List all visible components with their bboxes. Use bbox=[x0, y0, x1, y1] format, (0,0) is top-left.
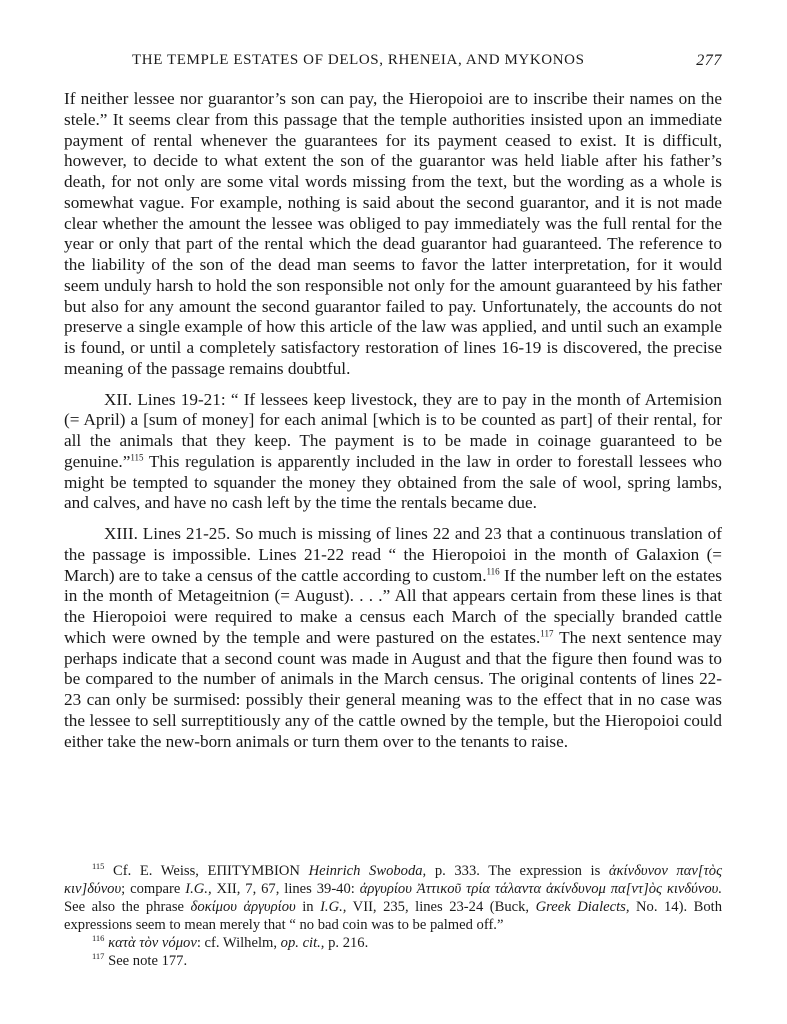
fn-italic: I.G., bbox=[320, 899, 347, 915]
fn-text: XII, 7, 67, lines 39-40: bbox=[211, 881, 360, 897]
fn-greek: δοκίμου ἀργυρίου bbox=[190, 899, 296, 915]
footnote-number: 115 bbox=[92, 861, 105, 872]
fn-italic: Greek Dialects, bbox=[535, 899, 630, 915]
fn-text: ; compare bbox=[121, 881, 186, 897]
paragraph-xiii bbox=[64, 524, 722, 752]
running-title: THE TEMPLE ESTATES OF DELOS, RHENEIA, AND MYKONOS bbox=[132, 52, 585, 68]
page-number: 277 bbox=[696, 52, 722, 69]
fn-text: in bbox=[295, 899, 321, 915]
footnote-number: 116 bbox=[92, 933, 105, 944]
fn-greek: κατὰ τὸν νόμον bbox=[108, 935, 197, 951]
footnote-115 bbox=[64, 862, 722, 934]
running-header bbox=[90, 52, 722, 74]
paragraph-xiii-text-end: The next sentence may perhaps indicate that a second count was made in August and that the figure then found was to be compared to the number of animals in the March census. The original contents of lines 22-23 can only be surmised: possibly their general meaning was to the effect that in no case was the lessee to sell surreptitiously any of the cattle owned by the temple, but the Hieropoioi could either take the new-born animals or turn them over to the tenants to raise. bbox=[64, 627, 723, 751]
fn-text bbox=[300, 863, 309, 879]
fn-greek: ἀκίνδυνον παν[τὸς κιν]δύνου bbox=[64, 863, 722, 897]
paragraph-xii bbox=[64, 390, 722, 515]
fn-text: p. 333. The expression is bbox=[426, 863, 609, 879]
footnote-ref-116: 116 bbox=[486, 565, 500, 576]
footnotes bbox=[64, 862, 722, 970]
fn-text: Cf. E. Weiss, bbox=[104, 863, 208, 879]
fn-text: No. 14). Both expressions seem to mean merely that “ no bad coin was to be palmed off.” bbox=[64, 899, 722, 933]
fn-title: ΕΠΙΤΥΜΒΙΟΝ bbox=[207, 863, 300, 879]
fn-italic: Heinrich Swoboda, bbox=[308, 863, 427, 879]
fn-text: See note 177. bbox=[104, 953, 188, 969]
fn-text: : cf. Wilhelm, bbox=[196, 935, 281, 951]
footnote-ref-115: 115 bbox=[130, 452, 144, 463]
paragraph-xiii-text: XIII. Lines 21-25. So much is missing of lines 22 and 23 that a continuous translation of the passage is impossible. Lines 21-22 read “ the Hieropoioi in the month of Galaxion (= March) are to take a census of the cattle according to custom. bbox=[64, 524, 722, 585]
paragraph-1 bbox=[64, 89, 722, 380]
fn-text: p. 216. bbox=[324, 935, 369, 951]
fn-text: See also the phrase bbox=[64, 899, 191, 915]
fn-italic: op. cit., bbox=[280, 935, 325, 951]
paragraph-1-text: If neither lessee nor guarantor’s son can pay, the Hieropoioi are to inscribe their names on the stele.” It seems clear from this passage that the temple authorities insisted upon an immediate payment of rental whenever the guarantees for its payment ceased to exist. It is difficult, however, to decide to what extent the son of the guarantor was held liable after his father’s death, for not only are some vital words missing from the text, but the wording as a whole is somewhat vague. For example, nothing is said about the second guarantor, and it is not made clear whether the amount the lessee was obliged to pay immediately was the full rental for the year or only that part of the rental which the dead guarantor had guaranteed. The reference to the liability of the son of the dead man seems to favor the latter interpretation, for it would seem unduly harsh to hold the son responsible not only for the amount guaranteed by his father but also for any amount the second guarantor failed to pay. Unfortunately, the accounts do not preserve a single example of how this article of the law was applied, and until such an example is found, or until a completely satisfactory restoration of lines 16-19 is discovered, the precise meaning of the passage remains doubtful. bbox=[64, 89, 722, 378]
fn-text: VII, 235, lines 23-24 (Buck, bbox=[346, 899, 536, 915]
footnote-ref-117: 117 bbox=[540, 628, 554, 639]
paragraph-xii-text: XII. Lines 19-21: “ If lessees keep livestock, they are to pay in the month of Artemision (= April) a [sum of money] for each animal [which is to be counted as part] of their rental, for all the animals that they keep. The payment is to be made in coinage guaranteed to be genuine.” bbox=[64, 389, 722, 471]
footnote-number: 117 bbox=[92, 951, 105, 962]
paragraph-xii-text-cont: This regulation is apparently included in the law in order to forestall lessees who might be tempted to squander the money they obtained from the sale of wool, spring lambs, and calves, and have no cash left by the time the rentals became due. bbox=[64, 451, 722, 513]
fn-greek: ἀργυρίου Ἀττικοῦ τρία τάλαντα ἀκίνδυνομ πα[ντ]ὸς κινδύνου. bbox=[359, 881, 723, 897]
footnote-117 bbox=[64, 952, 722, 970]
paragraph-xiii-text-cont: If the number left on the estates in the month of Metageitnion (= August). . . .” All that appears certain from these lines is that the Hieropoioi were required to make a census each March of the specially branded cattle which were owned by the temple and were pastured on the estates. bbox=[64, 565, 722, 647]
fn-italic: I.G., bbox=[185, 881, 212, 897]
main-text bbox=[64, 89, 722, 752]
footnote-116 bbox=[64, 934, 722, 952]
